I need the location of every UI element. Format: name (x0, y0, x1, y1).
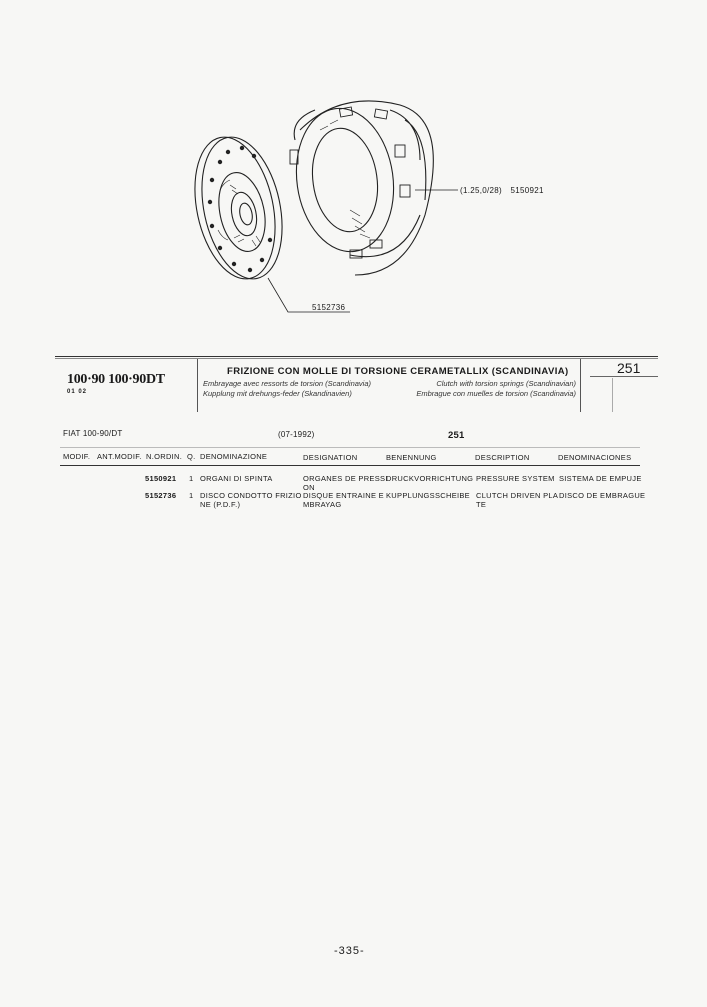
col-benennung: BENENNUNG (386, 453, 437, 462)
callout-pressure-code: 5150921 (510, 186, 544, 195)
part-name-it-line: DISCO CONDOTTO FRIZIO (200, 491, 302, 500)
part-name-fr-line: ON (303, 483, 315, 492)
col-qty: Q. (187, 452, 196, 461)
part-name-en-line: PRESSURE SYSTEM (476, 474, 555, 483)
part-name-de (386, 491, 470, 500)
clutch-pressure-assembly-illustration (287, 101, 433, 275)
col-n-ordin: N.ORDIN. (146, 452, 183, 461)
part-name-en (476, 474, 555, 483)
callout-pressure-qty: (1.25,0/28) (460, 186, 502, 195)
part-name-fr-line: MBRAYAG (303, 500, 342, 509)
part-name-fr-line: DISQUE ENTRAINE E (303, 491, 384, 500)
part-name-it (200, 474, 273, 483)
col-designation: DESIGNATION (303, 453, 358, 462)
group-label: 251 (448, 430, 465, 441)
part-name-en (476, 491, 558, 509)
part-name-it-line: ORGANI DI SPINTA (200, 474, 273, 483)
model-subcode: 01 02 (67, 389, 88, 395)
col-description: DESCRIPTION (475, 453, 530, 462)
clutch-driven-disc-illustration (190, 130, 294, 287)
part-name-es-line: DISCO DE EMBRAGUE (559, 491, 646, 500)
col-modif: MODIF. (63, 452, 91, 461)
part-name-es-line: SISTEMA DE EMPUJE (559, 474, 642, 483)
part-code: 5152736 (145, 491, 177, 500)
part-name-fr (303, 491, 384, 509)
col-ant-modif: ANT.MODIF. (97, 452, 142, 461)
part-name-en-line: TE (476, 500, 487, 509)
part-name-fr-line: ORGANES DE PRESSI (303, 474, 388, 483)
part-qty: 1 (189, 491, 194, 500)
col-denominaciones: DENOMINACIONES (558, 453, 632, 462)
part-name-es (559, 474, 642, 483)
page-title: FRIZIONE CON MOLLE DI TORSIONE CERAMETALLIX (SCANDINAVIA) (227, 366, 569, 377)
callout-disc-code: 5152736 (312, 303, 346, 312)
title-french: Embrayage avec ressorts de torsion (Scandinavia) (203, 379, 371, 388)
title-german: Kupplung mit drehungs-feder (Skandinavien) (203, 389, 352, 398)
part-name-de (386, 474, 473, 483)
part-name-de-line: DRUCKVORRICHTUNG (386, 474, 474, 483)
part-qty: 1 (189, 474, 194, 483)
vehicle-label: FIAT 100-90/DT (63, 429, 123, 438)
model-names: 100·90 100·90DT (67, 372, 165, 387)
col-denominazione: DENOMINAZIONE (200, 452, 268, 461)
clutch-exploded-drawing (190, 90, 570, 330)
part-name-es (559, 491, 645, 500)
part-name-fr (303, 474, 388, 492)
part-name-de-line: KUPPLUNGSSCHEIBE (386, 491, 470, 500)
page-number: -335- (334, 945, 365, 957)
part-name-it (200, 491, 302, 509)
part-name-it-line: NE (P.D.F.) (200, 500, 241, 509)
title-spanish: Embrague con muelles de torsion (Scandinavia) (416, 389, 576, 398)
title-english: Clutch with torsion springs (Scandinavian) (436, 379, 576, 388)
group-number: 251 (617, 360, 641, 376)
part-name-en-line: CLUTCH DRIVEN PLA (476, 491, 559, 500)
part-code: 5150921 (145, 474, 177, 483)
date-label: (07-1992) (278, 430, 315, 439)
